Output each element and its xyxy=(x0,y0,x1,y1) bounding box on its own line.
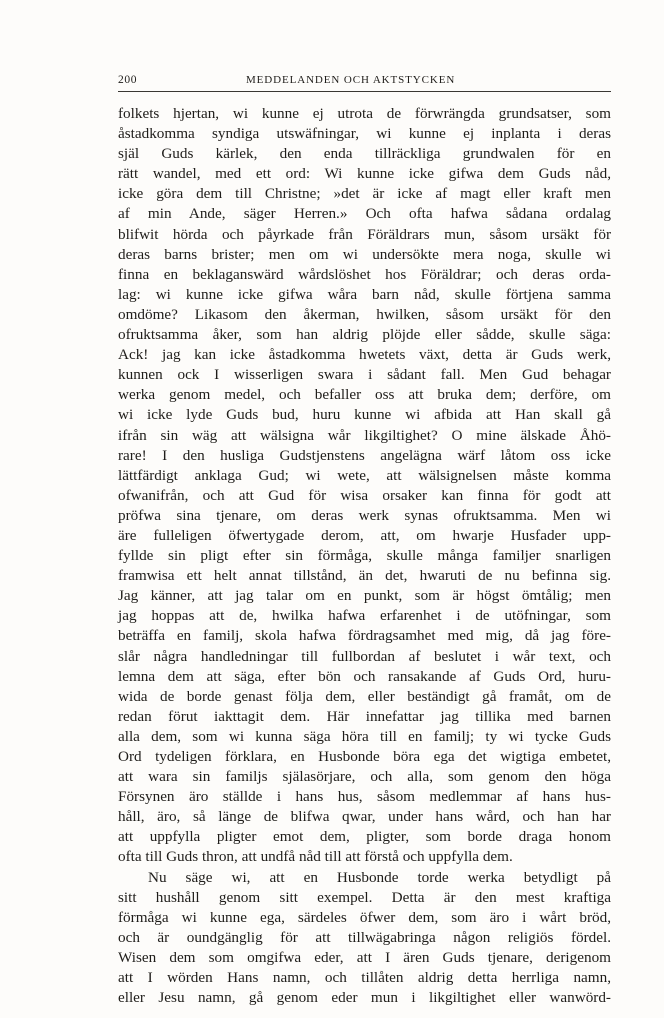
text-line: af min Ande, säger Herren.» Och ofta hafwa sådana ordalag xyxy=(118,205,611,223)
body-text xyxy=(118,104,611,1008)
text-line: ofruktsamma åker, som han aldrig plöjde eller sådde, skulle säga: xyxy=(118,326,611,344)
text-line: lemna dem att säga, efter bön och ransakande af Guds Ord, huru- xyxy=(118,667,611,685)
text-line: rätt wandel, med ett ord: Wi kunne icke gifwa dem Guds nåd, xyxy=(118,165,611,183)
header-rule xyxy=(118,91,611,92)
text-line: förmåga wi kunne ega, särdeles öfwer dem, som äro i wårt bröd, xyxy=(118,908,611,926)
text-line: pröfwa sina tjenare, om deras werk synas ofruktsamma. Men wi xyxy=(118,506,611,524)
text-line: blifwit hörda och påyrkade från Föräldrars mun, såsom ursäkt för xyxy=(118,225,611,243)
text-line: werka genom medel, och befaller oss att bruka dem; derföre, om xyxy=(118,386,611,404)
text-line: ofta till Guds thron, att undfå nåd till att förstå och uppfylla dem. xyxy=(118,848,513,866)
running-title: MEDDELANDEN OCH AKTSTYCKEN xyxy=(246,74,456,86)
text-line: att wara sin familjs själasörjare, och alla, som genom den höga xyxy=(118,768,611,786)
text-line: själ Guds kärlek, den enda tillräckliga grundwalen för en xyxy=(118,145,611,163)
text-line: åstadkomma syndiga utswäfningar, wi kunne ej inplanta i deras xyxy=(118,125,611,143)
text-line: att I wörden Hans namn, och tillåten aldrig detta herrliga namn, xyxy=(118,969,611,987)
text-line: ofwanifrån, och att Gud för wisa orsaker kan finna för godt att xyxy=(118,486,611,504)
text-line: fyllde sin pligt efter sin förmåga, skulle många familjer snarligen xyxy=(118,547,611,565)
text-line: beträffa en familj, skola hafwa fördragsamhet med mig, då jag före- xyxy=(118,627,611,645)
text-line: finna en beklaganswärd wårdslöshet hos Föräldrar; och deras orda- xyxy=(118,265,611,283)
text-line: Jag känner, att jag talar om en punkt, som är högst ömtålig; men xyxy=(118,587,611,605)
text-line: ifrån sin wäg att wälsigna wår likgiltighet? O mine älskade Åhö- xyxy=(118,426,611,444)
text-line: jag hoppas att de, hwilka hafwa erfarenhet i de utöfningar, som xyxy=(118,607,611,625)
text-line: och är oundgänglig för att tillwägabringa någon religiös fördel. xyxy=(118,928,611,946)
page-number: 200 xyxy=(118,74,138,86)
text-line: omdöme? Likasom den åkerman, hwilken, såsom ursäkt för den xyxy=(118,305,611,323)
text-line: äre fulleligen öfwertygade derom, att, om hwarje Husfader upp- xyxy=(118,526,611,544)
text-line: håll, äro, så länge de blifwa qwar, under hans wård, och han har xyxy=(118,808,611,826)
text-line: alla dem, som wi kunna säga höra till en familj; ty wi tycke Guds xyxy=(118,727,611,745)
text-line: kunnen ock I wisserligen swara i sådant fall. Men Gud behagar xyxy=(118,366,611,384)
text-line: slår några handledningar till fullbordan af beslutet i wår text, och xyxy=(118,647,611,665)
text-line: redan förut iakttagit dem. Här innefattar jag tillika med barnen xyxy=(118,707,611,725)
text-line: deras barns brister; men om wi undersökte mera noga, skulle wi xyxy=(118,245,611,263)
text-line: att uppfylla pligter emot dem, pligter, som borde draga honom xyxy=(118,828,611,846)
text-line: wi icke lyde Guds bud, huru kunne wi afbida att Han skall gå xyxy=(118,406,611,424)
text-line: eller Jesu namn, gå genom eder mun i likgiltighet eller wanwörd- xyxy=(118,989,611,1007)
text-line: Wisen dem som omgifwa eder, att I ären Guds tjenare, derigenom xyxy=(118,948,611,966)
text-line: icke göra dem till Christne; »det är icke af magt eller kraft men xyxy=(118,185,611,203)
text-line: sitt hushåll genom sitt exempel. Detta är den mest kraftiga xyxy=(118,888,611,906)
page-header xyxy=(118,74,611,90)
text-line: Ord tydeligen förklara, en Husbonde böra ega det wigtiga embetet, xyxy=(118,748,611,765)
text-line: folkets hjertan, wi kunne ej utrota de förwrängda grundsatser, som xyxy=(118,105,611,122)
text-line: wida de borde genast följa dem, eller beständigt gå framåt, om de xyxy=(118,687,611,705)
paragraph-start-line: Nu säge wi, att en Husbonde torde werka betydligt på xyxy=(148,868,611,886)
text-line: Ack! jag kan icke åstadkomma hwetets växt, detta är Guds werk, xyxy=(118,346,611,364)
text-line: rare! I den husliga Gudstjenstens angelägna wärf låtom oss icke xyxy=(118,446,611,464)
text-line: lättfärdigt anklaga Gud; wi wete, att wälsignelsen måste komma xyxy=(118,466,611,484)
text-line: Försynen äro ställde i hans hus, såsom medlemmar af hans hus- xyxy=(118,788,611,806)
text-line: lag: wi kunne icke gifwa wåra barn nåd, skulle förtjena samma xyxy=(118,285,611,303)
text-line: framwisa ett helt annat tillstånd, än det, hwaruti de nu befinna sig. xyxy=(118,567,611,585)
